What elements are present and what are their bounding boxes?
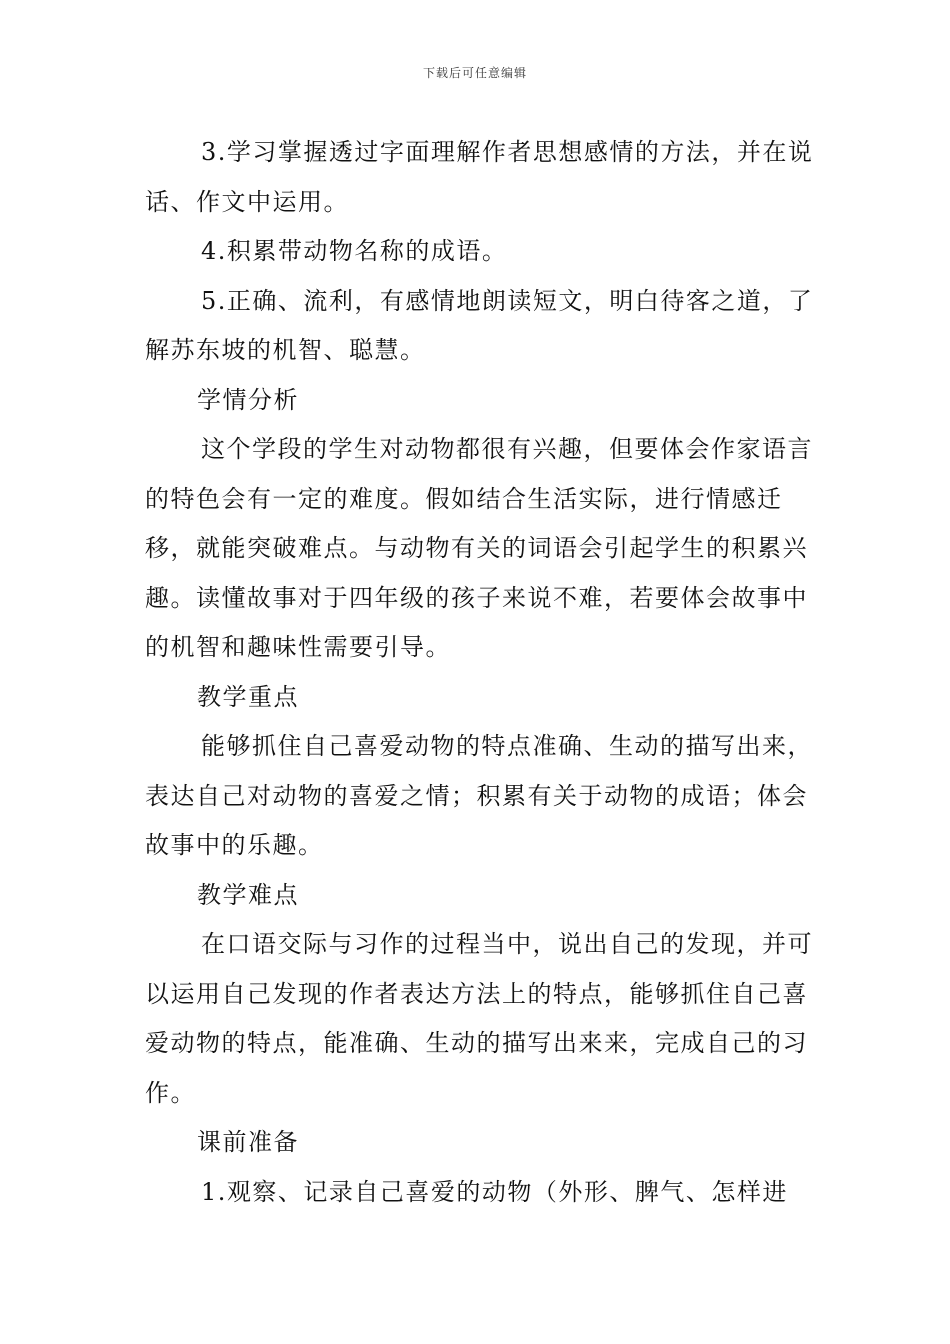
section-heading-preparation: 课前准备	[197, 1128, 299, 1156]
section-heading-difficulties: 教学难点	[197, 880, 299, 909]
objective-5: 5.正确、流利，有感情地朗读短文，明白待客之道，了解苏东坡的机智、聪慧。	[145, 286, 814, 364]
objective-3: 3.学习掌握透过字面理解作者思想感情的方法，并在说话、作文中运用。	[145, 138, 814, 216]
page-header: 下载后可任意编辑	[422, 66, 527, 80]
section-heading-learning-analysis: 学情分析	[197, 385, 299, 414]
key-points-text: 能够抓住自己喜爱动物的特点准确、生动的描写出来，表达自己对动物的喜爱之情；积累有关于动物的成语；体会故事中的乐趣。	[145, 732, 813, 859]
objective-4: 4.积累带动物名称的成语。	[201, 237, 508, 265]
preparation-item-1: 1.观察、记录自己喜爱的动物（外形、脾气、怎样进	[201, 1177, 788, 1206]
document-body	[145, 128, 815, 1217]
section-heading-key-points: 教学重点	[197, 682, 299, 711]
difficulties-text: 在口语交际与习作的过程当中，说出自己的发现，并可以运用自己发现的作者表达方法上的特点，能够抓住自己喜爱动物的特点，能准确、生动的描写出来来，完成自己的习作。	[145, 930, 813, 1107]
learning-analysis-text: 这个学段的学生对动物都很有兴趣，但要体会作家语言的特色会有一定的难度。假如结合生活实际，进行情感迁移，就能突破难点。与动物有关的词语会引起学生的积累兴趣。读懂故事对于四年级的孩子来说不难，若要体会故事中的机智和趣味性需要引导。	[145, 435, 813, 661]
